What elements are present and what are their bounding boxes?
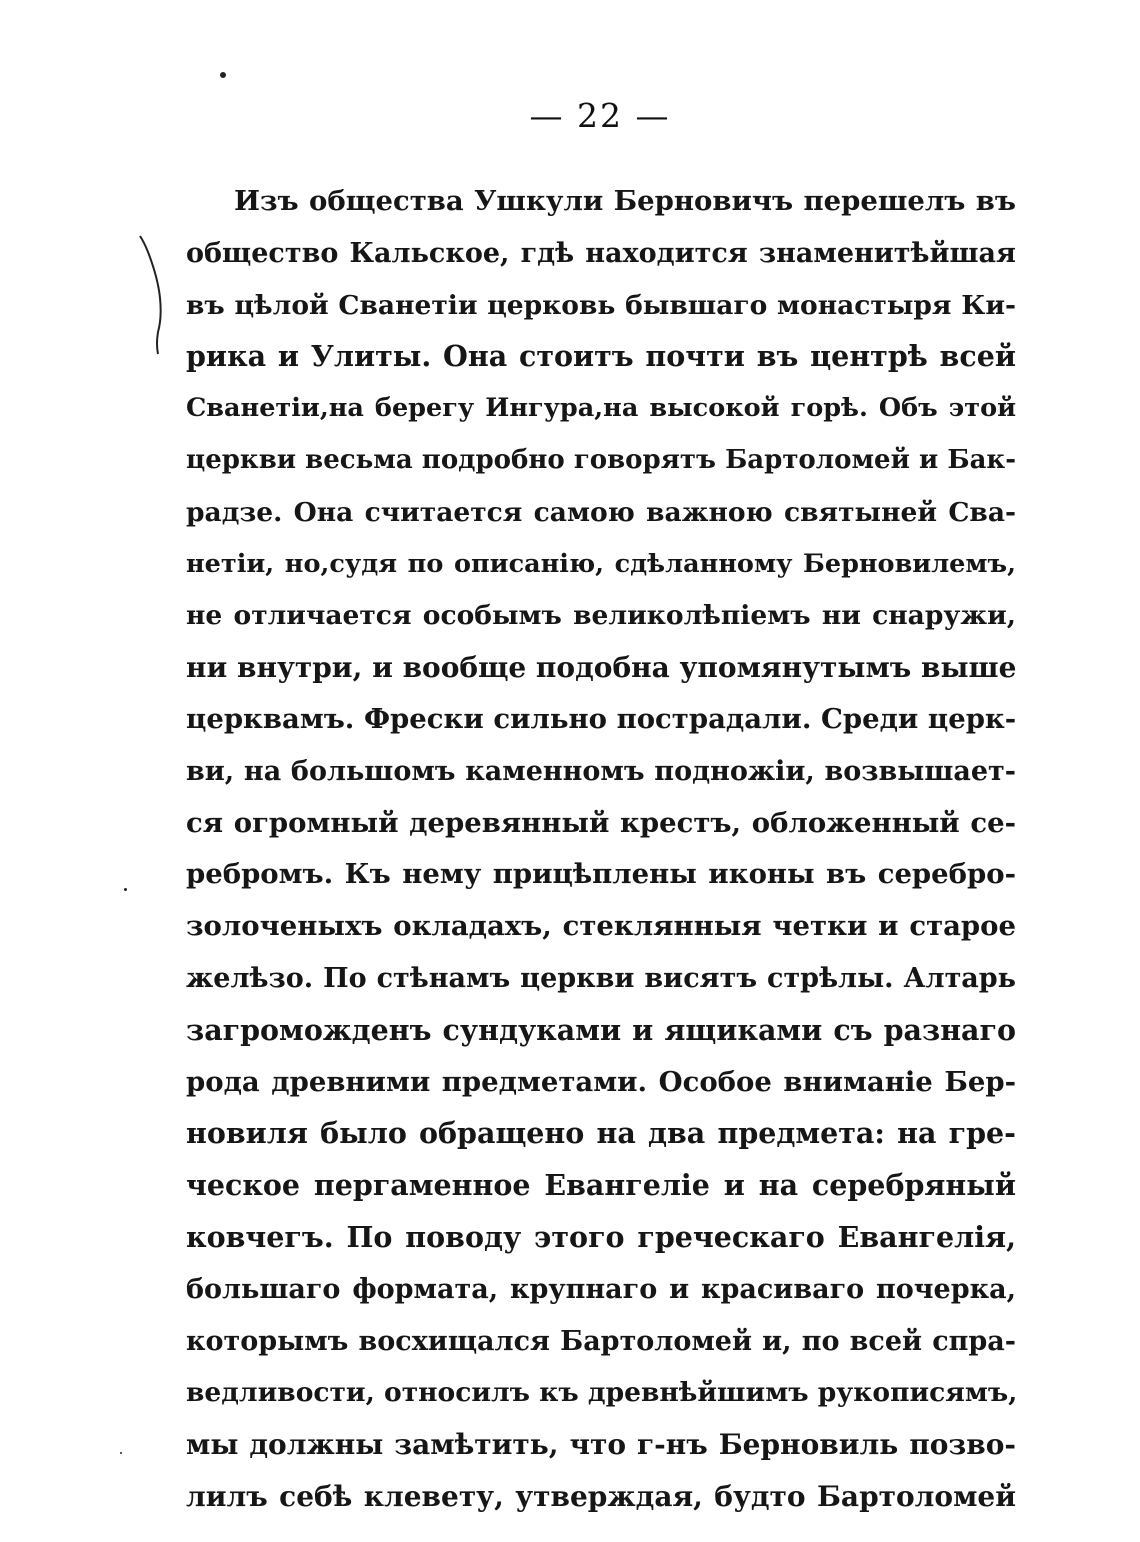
text-line: ся огромный деревянный крестъ, обложенный се- <box>186 806 1016 839</box>
text-line: ребромъ. Къ нему прицѣплены иконы въ серебро- <box>186 858 1016 891</box>
text-line: Изъ общества Ушкули Берновичъ перешелъ въ <box>234 185 1016 217</box>
text-line: желѣзо. По стѣнамъ церкви висятъ стрѣлы. Алтарь <box>186 962 1016 994</box>
text-line: которымъ восхищался Бартоломей и, по всей спра- <box>186 1325 1016 1357</box>
text-line: ви, на большомъ каменномъ подножіи, возвышает- <box>186 755 1016 787</box>
text-line: рода древними предметами. Особое вниманіе Бер- <box>186 1065 1016 1098</box>
text-line: общество Кальское, гдѣ находится знаменитѣйшая <box>186 237 1016 269</box>
text-line: церкви весьма подробно говорятъ Бартоломей и Бак- <box>186 444 1016 475</box>
text-line: не отличается особымъ великолѣпіемъ ни снаружи, <box>186 600 1016 632</box>
text-line: мы должны замѣтить, что г-нъ Берновиль позво- <box>186 1428 1016 1462</box>
margin-pencil-mark <box>136 232 166 358</box>
ink-speck <box>120 1452 122 1454</box>
text-line: большаго формата, крупнаго и красиваго почерка, <box>186 1273 1016 1305</box>
page-number: — 22 — <box>529 96 671 135</box>
ink-speck <box>220 72 226 78</box>
text-line: новиля было обращено на два предмета: на гре- <box>186 1116 1016 1151</box>
text-line: ни внутри, и вообще подобна упомянутымъ выше <box>186 651 1017 685</box>
text-line: Сванетіи,на берегу Ингура,на высокой горѣ. Объ этой <box>186 393 1016 424</box>
text-line: радзе. Она считается самою важною святыней Сва- <box>186 496 1016 528</box>
text-line: ческое пергаменное Евангеліе и на серебряный <box>186 1168 1016 1203</box>
text-line: церквамъ. Фрески сильно пострадали. Среди церк- <box>186 702 1017 735</box>
text-line: лилъ себѣ клевету, утверждая, будто Бартоломей <box>186 1479 1016 1513</box>
text-line: загроможденъ сундуками и ящиками съ разнаго <box>186 1012 1016 1047</box>
text-line: въ цѣлой Сванетіи церковь бывшаго монастыря Ки- <box>186 289 1016 321</box>
text-line: нетіи, но,судя по описанію, сдѣланному Берновилемъ, <box>186 548 1016 579</box>
ink-speck <box>124 888 127 891</box>
text-line: ковчегъ. По поводу этого греческаго Евангелія, <box>186 1219 1016 1254</box>
text-line: золоченыхъ окладахъ, стеклянныя четки и старое <box>186 910 1016 943</box>
body-text <box>186 176 1016 1523</box>
text-line: ведливости, относилъ къ древнѣйшимъ рукописямъ, <box>186 1377 1018 1409</box>
text-line: рика и Улиты. Она стоитъ почти въ центрѣ всей <box>186 339 1016 374</box>
